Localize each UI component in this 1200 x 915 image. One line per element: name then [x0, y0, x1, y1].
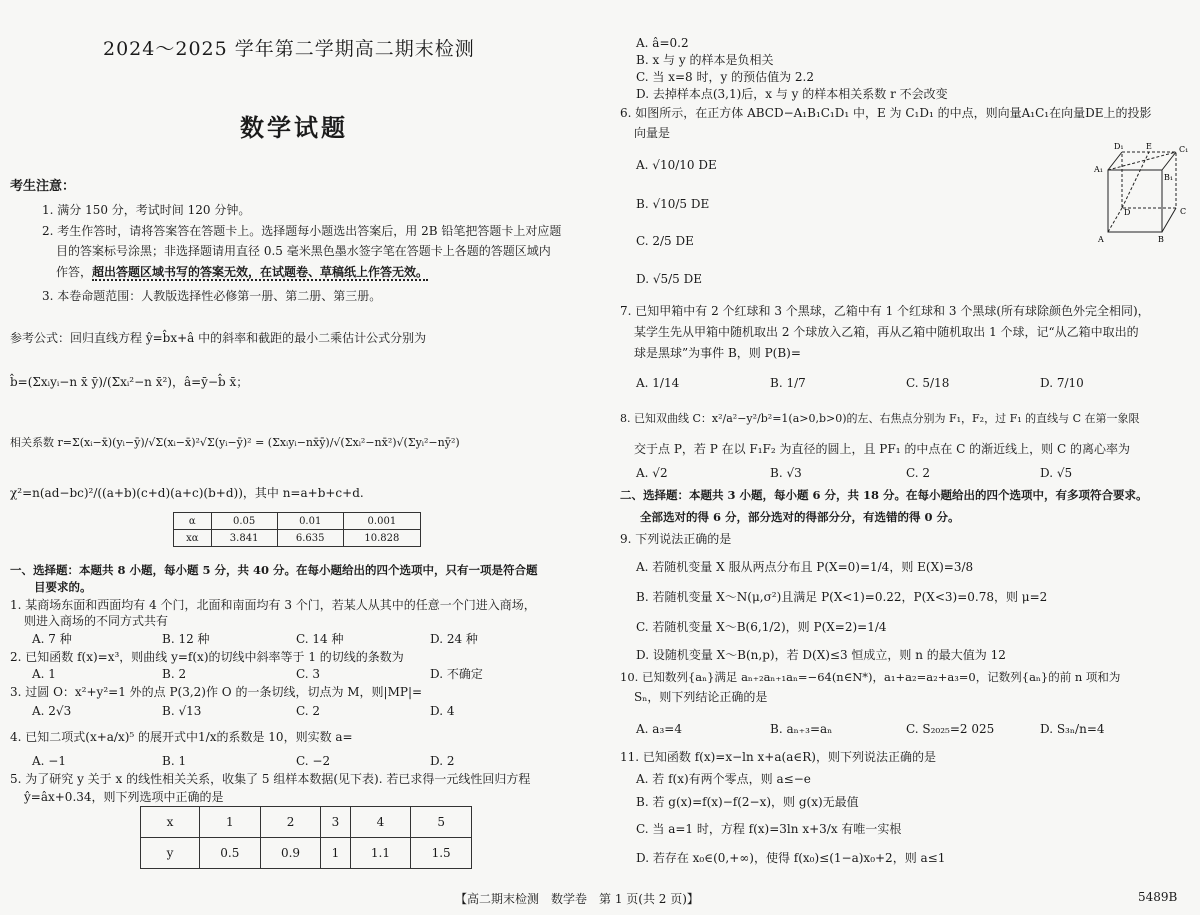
q10-option-d: D. S₃ₙ/n=4 — [1040, 722, 1105, 736]
q10-option-a: A. a₃=4 — [636, 722, 682, 736]
chi-cell: α — [174, 513, 212, 530]
q11-line1: 11. 已知函数 f(x)=x−ln x+a(a∈R)，则下列说法正确的是 — [620, 750, 936, 764]
formula-chi: χ²=n(ad−bc)²/((a+b)(c+d)(a+c)(b+d))，其中 n=a+b+c+d. — [10, 486, 364, 500]
q8-line1: 8. 已知双曲线 C：x²/a²−y²/b²=1(a>0,b>0)的左、右焦点分别为 F₁，F₂，过 F₁ 的直线与 C 在第一象限 — [620, 412, 1140, 425]
q2-option-c: C. 3 — [296, 667, 321, 681]
q4-line1: 4. 已知二项式(x+a/x)⁵ 的展开式中1/x的系数是 10，则实数 a= — [10, 730, 353, 744]
q8-option-d: D. √5 — [1040, 466, 1073, 480]
q9-option-a: A. 若随机变量 X 服从两点分布且 P(X=0)=1/4，则 E(X)=3/8 — [636, 560, 974, 574]
q1-option-a: A. 7 种 — [32, 632, 72, 646]
q5-cell: 4 — [350, 807, 411, 838]
q5-option-c: C. 当 x=8 时，y 的预估值为 2.2 — [636, 70, 814, 84]
q5-cell: 0.5 — [200, 838, 261, 869]
q5-cell: 1 — [200, 807, 261, 838]
chi-table — [173, 512, 421, 547]
q5-table-row — [141, 807, 472, 838]
q6-option-c: C. 2/5 DE — [636, 234, 694, 248]
q5-cell: 2 — [260, 807, 321, 838]
q5-cell: 1.5 — [411, 838, 472, 869]
q6-line1: 6. 如图所示，在正方体 ABCD−A₁B₁C₁D₁ 中，E 为 C₁D₁ 的中点，则向量A₁C₁在向量DE上的投影 — [620, 106, 1152, 120]
q5-option-a: A. â=0.2 — [636, 36, 689, 50]
cube-label-e: E — [1146, 142, 1152, 151]
formula-intro: 参考公式：回归直线方程 ŷ=b̂x+â 中的斜率和截距的最小二乘估计公式分别为 — [10, 331, 427, 345]
q3-option-d: D. 4 — [430, 704, 455, 718]
q6-line2: 向量是 — [634, 126, 671, 140]
cube-label-d: D — [1124, 208, 1131, 217]
q2-option-a: A. 1 — [32, 667, 56, 681]
cube-label-a: A — [1098, 235, 1104, 244]
formula-r: 相关系数 r=Σ(xᵢ−x̄)(yᵢ−ȳ)/√Σ(xᵢ−x̄)²√Σ(yᵢ−ȳ)² = (Σxᵢyᵢ−nx̄ȳ)/√(Σxᵢ²−nx̄²)√(Σyᵢ²−nȳ²) — [10, 436, 460, 449]
cube-label-b: B — [1158, 235, 1164, 244]
q11-option-b: B. 若 g(x)=f(x)−f(2−x)，则 g(x)无最值 — [636, 795, 859, 809]
subject-title: 数学试题 — [240, 113, 348, 142]
q8-option-c: C. 2 — [906, 466, 931, 480]
q2-option-d: D. 不确定 — [430, 667, 483, 681]
footer-page-info: 【高二期末检测 数学卷 第 1 页(共 2 页)】 — [455, 892, 699, 906]
section2-heading2: 全部选对的得 6 分，部分选对的得部分分，有选错的得 0 分。 — [640, 510, 960, 524]
chi-cell: 0.01 — [277, 513, 343, 530]
q8-line2: 交于点 P，若 P 在以 F₁F₂ 为直径的圆上，且 PF₁ 的中点在 C 的渐近线上，则 C 的离心率为 — [634, 442, 1130, 456]
q5-cell: x — [141, 807, 200, 838]
footer-code: 5489B — [1138, 890, 1178, 904]
chi-cell: xα — [174, 530, 212, 547]
q5-data-table — [140, 806, 472, 869]
cube-label-a1: A₁ — [1094, 165, 1103, 174]
q8-option-a: A. √2 — [636, 466, 668, 480]
q1-option-d: D. 24 种 — [430, 632, 478, 646]
q9-option-c: C. 若随机变量 X～B(6,1/2)，则 P(X=2)=1/4 — [636, 620, 887, 634]
q10-line1: 10. 已知数列{aₙ}满足 aₙ₊₂aₙ₊₁aₙ=−64(n∈N*)，a₁+a₂=a₂+a₃=0，记数列{aₙ}的前 n 项和为 — [620, 670, 1121, 684]
cube-label-b1: B₁ — [1164, 173, 1174, 182]
q9-line1: 9. 下列说法正确的是 — [620, 532, 732, 546]
notice-item-2c-prefix: 作答， — [56, 265, 93, 279]
formula-b: b̂=(Σxᵢyᵢ−n x̄ ȳ)/(Σxᵢ²−n x̄²)，â=ȳ−b̂ x̄； — [10, 375, 249, 389]
q5-table-row — [141, 838, 472, 869]
q4-option-c: C. −2 — [296, 754, 331, 768]
notice-item-2: 2. 考生作答时，请将答案答在答题卡上。选择题每小题选出答案后，用 2B 铅笔把答题卡上对应题 — [42, 224, 562, 238]
q6-option-b: B. √10/5 DE — [636, 197, 710, 211]
chi-table-row — [174, 513, 421, 530]
notice-item-2b: 目的答案标号涂黑；非选择题请用直径 0.5 毫米黑色墨水签字笔在答题卡上各题的答题区域内 — [56, 244, 551, 258]
q5-line1: 5. 为了研究 y 关于 x 的线性相关关系，收集了 5 组样本数据(见下表). 若已求得一元线性回归方程 — [10, 772, 531, 786]
chi-cell: 6.635 — [277, 530, 343, 547]
chi-cell: 0.05 — [211, 513, 277, 530]
q10-line2: Sₙ，则下列结论正确的是 — [634, 690, 768, 704]
q9-option-d: D. 设随机变量 X～B(n,p)，若 D(X)≤3 恒成立，则 n 的最大值为 12 — [636, 648, 1006, 662]
q5-cell: y — [141, 838, 200, 869]
exam-title: 2024～2025 学年第二学期高二期末检测 — [103, 38, 475, 60]
cube-diagram — [1090, 140, 1196, 250]
chi-table-row — [174, 530, 421, 547]
q4-option-a: A. −1 — [32, 754, 66, 768]
q6-option-a: A. √10/10 DE — [636, 158, 717, 172]
notice-item-3: 3. 本卷命题范围：人教版选择性必修第一册、第二册、第三册。 — [42, 289, 382, 303]
notice-heading: 考生注意： — [10, 179, 76, 194]
cube-label-d1: D₁ — [1114, 142, 1124, 151]
q11-option-d: D. 若存在 x₀∈(0,+∞)，使得 f(x₀)≤(1−a)x₀+2，则 a≤1 — [636, 851, 946, 865]
q10-option-b: B. aₙ₊₃=aₙ — [770, 722, 833, 736]
q5-cell: 5 — [411, 807, 472, 838]
q3-line1: 3. 过圆 O：x²+y²=1 外的点 P(3,2)作 O 的一条切线，切点为 M，则|MP|= — [10, 685, 423, 699]
q1-option-b: B. 12 种 — [162, 632, 210, 646]
cube-label-c1: C₁ — [1179, 145, 1189, 154]
q2-line1: 2. 已知函数 f(x)=x³，则曲线 y=f(x)的切线中斜率等于 1 的切线的条数为 — [10, 650, 404, 664]
section1-heading: 一、选择题：本题共 8 小题，每小题 5 分，共 40 分。在每小题给出的四个选项中，只有一项是符合题 — [10, 563, 538, 577]
q4-option-d: D. 2 — [430, 754, 455, 768]
q1-line1: 1. 某商场东面和西面均有 4 个门，北面和南面均有 3 个门，若某人从其中的任意一个门进入商场， — [10, 598, 536, 612]
q5-option-b: B. x 与 y 的样本是负相关 — [636, 53, 774, 67]
q8-option-b: B. √3 — [770, 466, 802, 480]
q5-line2: ŷ=âx+0.34，则下列选项中正确的是 — [24, 790, 224, 804]
q3-option-b: B. √13 — [162, 704, 202, 718]
q5-option-d: D. 去掉样本点(3,1)后，x 与 y 的样本相关系数 r 不会改变 — [636, 87, 948, 101]
section1-heading2: 目要求的。 — [34, 580, 92, 594]
section2-heading: 二、选择题：本题共 3 小题，每小题 6 分，共 18 分。在每小题给出的四个选项中，有多项符合要求。 — [620, 488, 1148, 502]
q3-option-c: C. 2 — [296, 704, 321, 718]
q1-option-c: C. 14 种 — [296, 632, 344, 646]
q11-option-a: A. 若 f(x)有两个零点，则 a≤−e — [636, 772, 811, 786]
q7-option-d: D. 7/10 — [1040, 376, 1084, 390]
q7-option-a: A. 1/14 — [636, 376, 680, 390]
q9-option-b: B. 若随机变量 X～N(μ,σ²)且满足 P(X<1)=0.22，P(X<3)=0.78，则 μ=2 — [636, 590, 1048, 604]
q1-line2: 则进入商场的不同方式共有 — [24, 614, 169, 628]
notice-item-2c — [56, 265, 428, 279]
q7-option-b: B. 1/7 — [770, 376, 806, 390]
notice-item-1: 1. 满分 150 分，考试时间 120 分钟。 — [42, 203, 251, 217]
q5-cell: 0.9 — [260, 838, 321, 869]
q5-cell: 1.1 — [350, 838, 411, 869]
q11-option-c: C. 当 a=1 时，方程 f(x)=3ln x+3/x 有唯一实根 — [636, 822, 902, 836]
chi-cell: 10.828 — [343, 530, 420, 547]
notice-warning: 超出答题区域书写的答案无效，在试题卷、草稿纸上作答无效。 — [92, 265, 429, 279]
chi-cell: 3.841 — [211, 530, 277, 547]
q6-option-d: D. √5/5 DE — [636, 272, 702, 286]
q3-option-a: A. 2√3 — [32, 704, 72, 718]
q7-line1: 7. 已知甲箱中有 2 个红球和 3 个黑球，乙箱中有 1 个红球和 3 个黑球(所有球除颜色外完全相同)， — [620, 304, 1150, 318]
chi-cell: 0.001 — [343, 513, 420, 530]
q2-option-b: B. 2 — [162, 667, 187, 681]
q5-cell: 3 — [321, 807, 350, 838]
q5-cell: 1 — [321, 838, 350, 869]
cube-label-c: C — [1180, 207, 1187, 216]
q7-line3: 球是黑球”为事件 B，则 P(B)= — [634, 346, 801, 360]
q7-option-c: C. 5/18 — [906, 376, 950, 390]
q10-option-c: C. S₂₀₂₅=2 025 — [906, 722, 995, 736]
q7-line2: 某学生先从甲箱中随机取出 2 个球放入乙箱，再从乙箱中随机取出 1 个球，记“从乙箱中取出的 — [634, 325, 1139, 339]
q4-option-b: B. 1 — [162, 754, 187, 768]
